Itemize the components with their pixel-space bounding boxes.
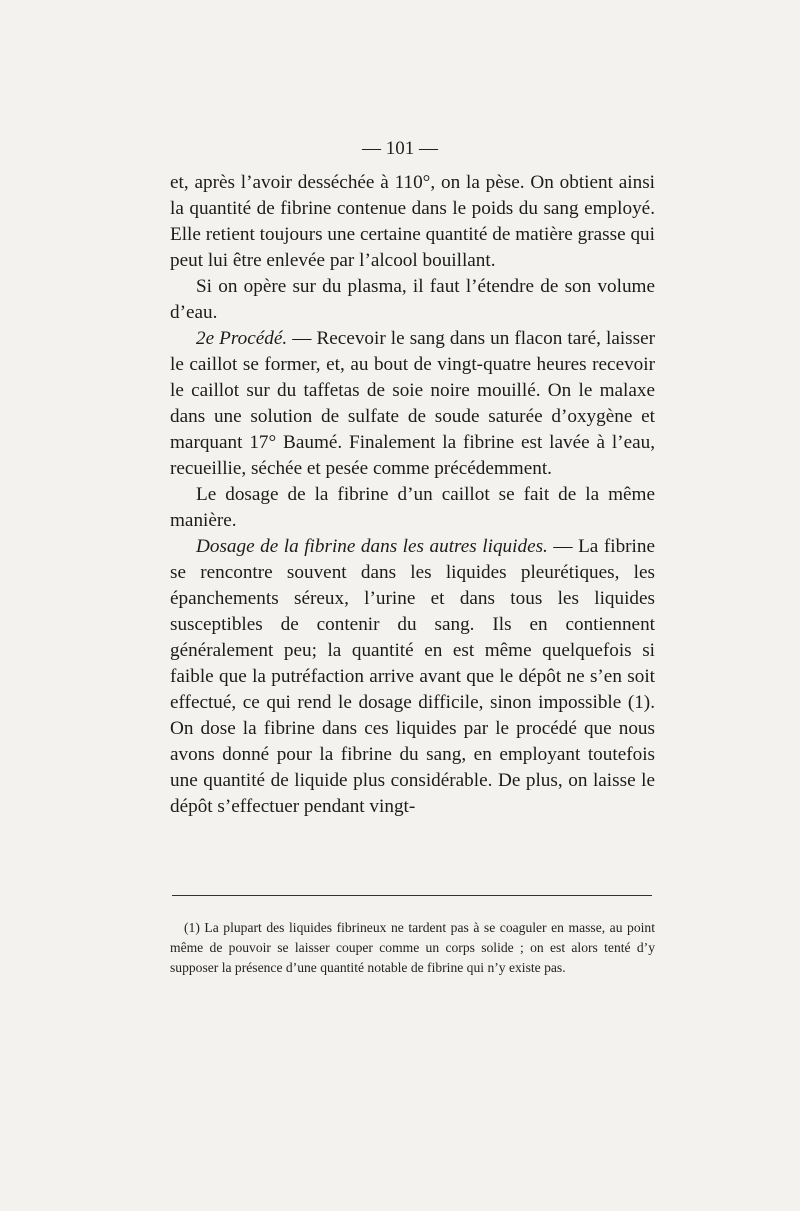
footnote-rule xyxy=(172,895,652,896)
paragraph-text: — La fibrine se rencontre souvent dans les liquides pleurétiques, les épanchements séreux, l’urine et dans tous les liquides susceptibles de contenir du sang. Ils en contiennent généralement peu; la quantité en est même quelquefois si faible que la putréfaction arrive avant que le dépôt ne s’en soit effectué, ce qui rend le dosage difficile, sinon impossible (1). On dose la fibrine dans ces liquides par le procédé que nous avons donné pour la fibrine du sang, en employant toutefois une quantité de liquide plus considérable. De plus, on laisse le dépôt s’effectuer pendant vingt- xyxy=(170,536,655,817)
footnote: (1) La plupart des liquides fibrineux ne tardent pas à se coaguler en masse, au point même de pouvoir se laisser couper comme un corps solide ; on est alors tenté d’y supposer la présence d’une quantité notable de fibrine qui n’y existe pas. xyxy=(170,920,655,975)
paragraph: Si on opère sur du plasma, il faut l’étendre de son volume d’eau. xyxy=(170,276,655,323)
paragraph: Le dosage de la fibrine d’un caillot se fait de la même manière. xyxy=(170,484,655,531)
paragraph xyxy=(170,534,655,820)
paragraph: et, après l’avoir desséchée à 110°, on la pèse. On obtient ainsi la quantité de fibrine contenue dans le poids du sang employé. Elle retient toujours une certaine quantité de matière grasse qui peut lui être enlevée par l’alcool bouillant. xyxy=(170,172,655,271)
paragraph xyxy=(170,326,655,482)
section-heading: Dosage de la fibrine dans les autres liquides. xyxy=(196,536,548,557)
section-heading: 2e Procédé. xyxy=(196,328,288,349)
paragraph-text: — Recevoir le sang dans un flacon taré, laisser le caillot se former, et, au bout de vingt-quatre heures recevoir le caillot sur du taffetas de soie noire mouillé. On le malaxe dans une solution de sulfate de soude saturée d’oxygène et marquant 17° Baumé. Finalement la fibrine est lavée à l’eau, recueillie, séchée et pesée comme précédemment. xyxy=(170,328,656,479)
page-number: — 101 — xyxy=(362,138,438,159)
body-text xyxy=(170,170,655,820)
